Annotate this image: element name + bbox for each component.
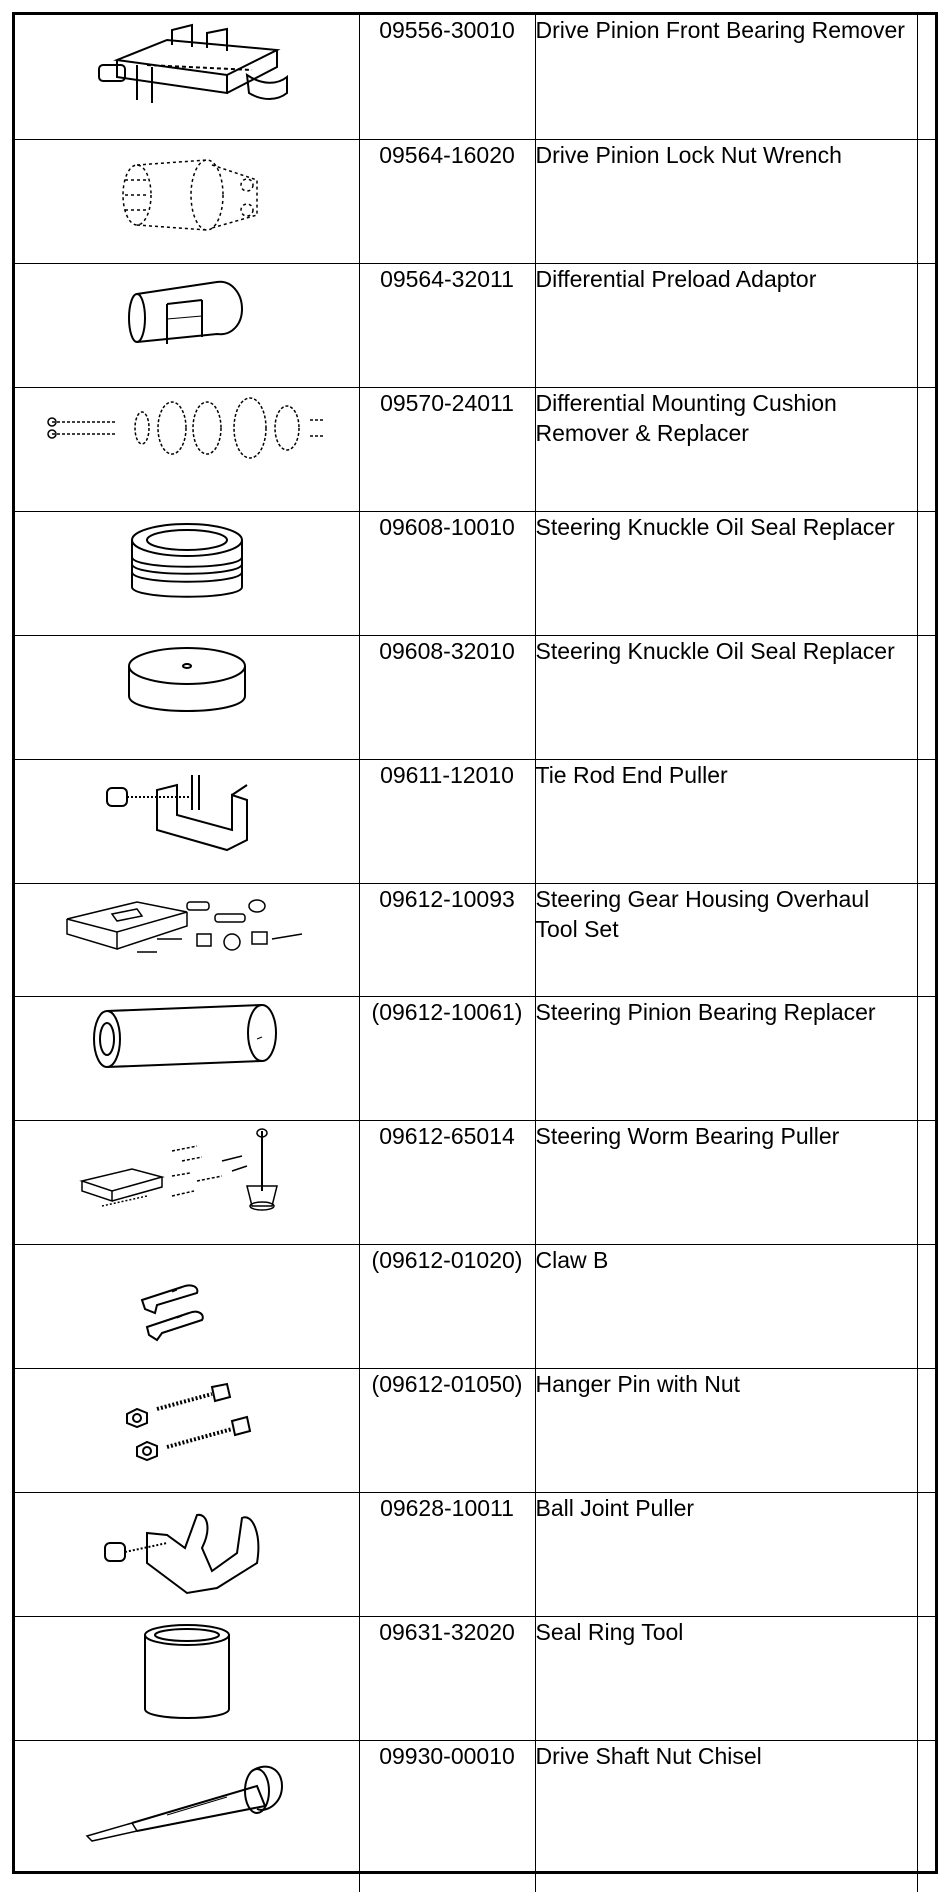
empty-cell xyxy=(917,883,935,996)
special-service-tools-table xyxy=(15,15,935,1892)
tool-illustration xyxy=(15,883,359,996)
empty-cell xyxy=(917,1244,935,1368)
empty-cell xyxy=(917,15,935,139)
table-row xyxy=(15,15,935,139)
cushion-remover-set-drawing xyxy=(42,388,332,468)
table-row xyxy=(15,1616,935,1740)
table-row xyxy=(15,139,935,263)
tool-name: Tie Rod End Puller xyxy=(535,759,917,883)
empty-cell xyxy=(917,387,935,511)
empty-cell xyxy=(917,1120,935,1244)
empty-cell xyxy=(917,759,935,883)
empty-cell xyxy=(917,1492,935,1616)
tool-illustration xyxy=(15,387,359,511)
part-number: 09570-24011 xyxy=(359,387,535,511)
table-row xyxy=(15,759,935,883)
part-number: 09631-32020 xyxy=(359,1616,535,1740)
table-row xyxy=(15,1120,935,1244)
tool-name: Steering Worm Bearing Puller xyxy=(535,1120,917,1244)
part-number: 09564-16020 xyxy=(359,139,535,263)
tool-list-frame xyxy=(12,12,938,1874)
table-row xyxy=(15,511,935,635)
tool-name: Steering Knuckle Oil Seal Replacer xyxy=(535,635,917,759)
tool-name: Steering Pinion Bearing Replacer xyxy=(535,996,917,1120)
tool-name: Steering Gear Housing Overhaul Tool Set xyxy=(535,883,917,996)
part-number: 09628-10011 xyxy=(359,1492,535,1616)
tie-rod-end-puller-drawing xyxy=(97,760,277,860)
empty-cell xyxy=(917,1740,935,1892)
part-number: 09612-65014 xyxy=(359,1120,535,1244)
tool-illustration xyxy=(15,1368,359,1492)
tool-illustration xyxy=(15,139,359,263)
worm-bearing-puller-drawing xyxy=(72,1121,302,1231)
part-number: 09608-10010 xyxy=(359,511,535,635)
part-number: 09611-12010 xyxy=(359,759,535,883)
empty-cell xyxy=(917,635,935,759)
table-row xyxy=(15,635,935,759)
table-row xyxy=(15,1492,935,1616)
part-number: (09612-01050) xyxy=(359,1368,535,1492)
tool-name: Drive Pinion Lock Nut Wrench xyxy=(535,139,917,263)
tool-illustration xyxy=(15,1616,359,1740)
part-number: 09564-32011 xyxy=(359,263,535,387)
tool-name: Differential Mounting Cushion Remover & Replacer xyxy=(535,387,917,511)
part-number: (09612-01020) xyxy=(359,1244,535,1368)
part-number: 09612-10093 xyxy=(359,883,535,996)
tool-name: Ball Joint Puller xyxy=(535,1492,917,1616)
tool-name: Seal Ring Tool xyxy=(535,1616,917,1740)
empty-cell xyxy=(917,996,935,1120)
table-row xyxy=(15,883,935,996)
table-row xyxy=(15,1244,935,1368)
tool-illustration xyxy=(15,1244,359,1368)
tool-illustration xyxy=(15,996,359,1120)
overhaul-tool-set-drawing xyxy=(57,884,317,974)
tool-illustration xyxy=(15,263,359,387)
bearing-remover-drawing xyxy=(77,15,297,115)
tool-name: Hanger Pin with Nut xyxy=(535,1368,917,1492)
hanger-pin-drawing xyxy=(112,1369,262,1469)
ball-joint-puller-drawing xyxy=(97,1493,277,1603)
tool-name: Drive Pinion Front Bearing Remover xyxy=(535,15,917,139)
table-row xyxy=(15,996,935,1120)
table-row xyxy=(15,387,935,511)
pinion-bearing-replacer-drawing xyxy=(82,997,292,1077)
table-row xyxy=(15,1368,935,1492)
claw-drawing xyxy=(127,1245,247,1345)
preload-adaptor-drawing xyxy=(107,264,267,354)
empty-cell xyxy=(917,1368,935,1492)
table-row xyxy=(15,263,935,387)
oil-seal-replacer-tall-drawing xyxy=(117,512,257,612)
oil-seal-replacer-flat-drawing xyxy=(117,636,257,726)
tool-name: Drive Shaft Nut Chisel xyxy=(535,1740,917,1892)
tool-illustration xyxy=(15,759,359,883)
part-number: 09608-32010 xyxy=(359,635,535,759)
tool-illustration xyxy=(15,1492,359,1616)
empty-cell xyxy=(917,139,935,263)
tool-name: Differential Preload Adaptor xyxy=(535,263,917,387)
empty-cell xyxy=(917,1616,935,1740)
tool-illustration xyxy=(15,1120,359,1244)
part-number: 09556-30010 xyxy=(359,15,535,139)
drive-shaft-nut-chisel-drawing xyxy=(77,1741,297,1851)
part-number: (09612-10061) xyxy=(359,996,535,1120)
seal-ring-tool-drawing xyxy=(132,1617,242,1727)
tool-illustration xyxy=(15,635,359,759)
empty-cell xyxy=(917,511,935,635)
tool-illustration xyxy=(15,15,359,139)
tool-name: Claw B xyxy=(535,1244,917,1368)
tool-illustration xyxy=(15,1740,359,1892)
table-row xyxy=(15,1740,935,1892)
tool-name: Steering Knuckle Oil Seal Replacer xyxy=(535,511,917,635)
part-number: 09930-00010 xyxy=(359,1740,535,1892)
tool-illustration xyxy=(15,511,359,635)
empty-cell xyxy=(917,263,935,387)
lock-nut-wrench-drawing xyxy=(97,140,277,240)
